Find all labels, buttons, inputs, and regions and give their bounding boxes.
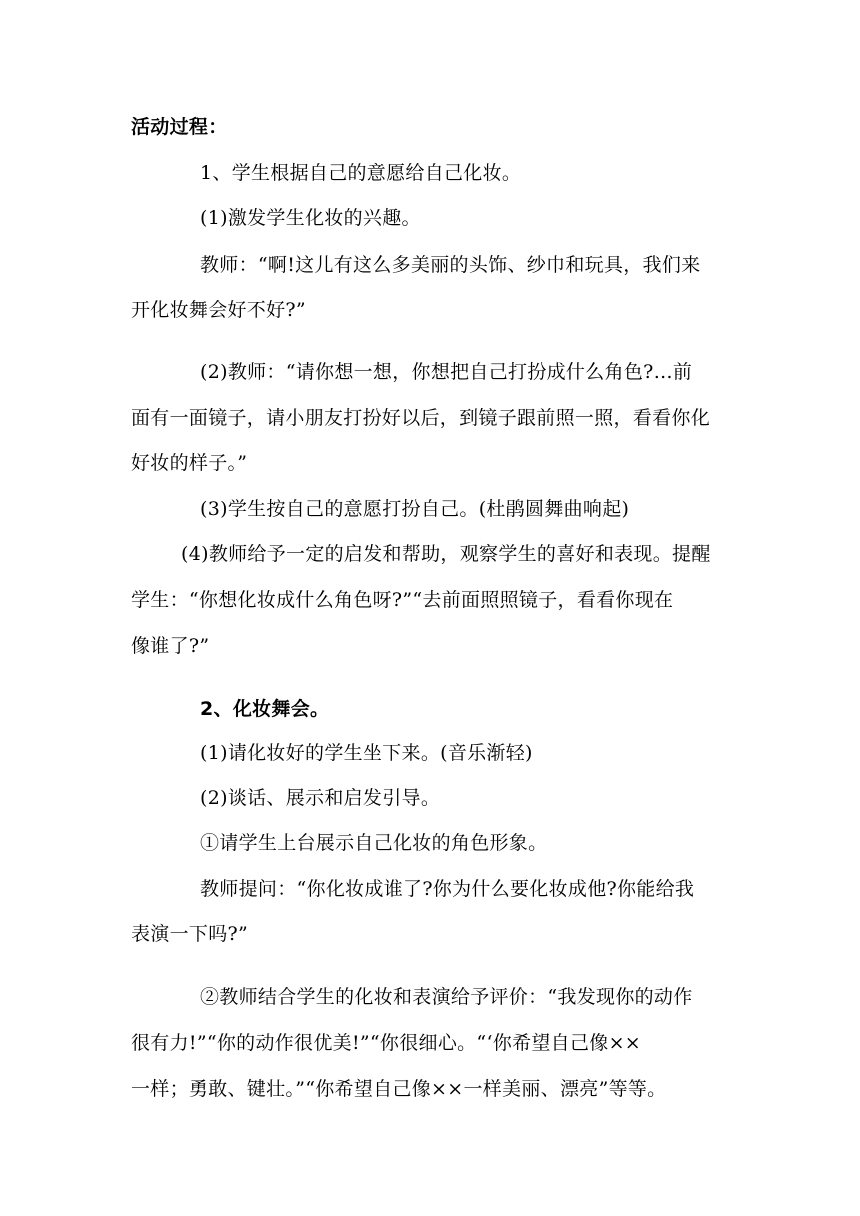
s2-sub2-line3: 一样；勇敢、键壮。”“你希望自己像××一样美丽、漂亮”等等。 [131, 1078, 667, 1100]
s2-question-line2: 表演一下吗?” [131, 923, 249, 945]
s1-item4-line1: (4)教师给予一定的启发和帮助，观察学生的喜好和表现。提醒 [181, 543, 711, 565]
s1-item2-line2: 面有一面镜子，请小朋友打扮好以后，到镜子跟前照一照，看看你化 [131, 407, 711, 429]
s2-sub2-line2: 很有力!”“你的动作很优美!”“你很细心。“‘你希望自己像×× [131, 1032, 642, 1054]
s1-item2-line1: (2)教师：“请你想一想，你想把自己打扮成什么角色?…前 [200, 361, 693, 383]
s1-item4-line3: 像谁了?” [131, 635, 210, 657]
activity-heading: 活动过程： [131, 116, 228, 138]
s1-item2-line3: 好妆的样子。” [131, 452, 248, 474]
s2-sub2-line1: ②教师结合学生的化妆和表演给予评价：“我发现你的动作 [200, 986, 693, 1008]
s2-item2: (2)谈话、展示和启发引导。 [200, 787, 441, 809]
section1-title: 1、学生根据自己的意愿给自己化妆。 [200, 162, 522, 184]
section2-title: 2、化妆舞会。 [200, 698, 330, 720]
s2-item1: (1)请化妆好的学生坐下来。(音乐渐轻) [200, 742, 533, 764]
s1-teacher-line1: 教师：“啊!这儿有这么多美丽的头饰、纱巾和玩具，我们来 [200, 254, 701, 276]
s1-teacher-line2: 开化妆舞会好不好?” [131, 299, 306, 321]
s1-item1: (1)激发学生化妆的兴趣。 [200, 207, 421, 229]
s1-item4-line2: 学生：“你想化妆成什么角色呀?”“去前面照照镜子，看看你现在 [131, 589, 674, 611]
s1-item3: (3)学生按自己的意愿打扮自己。(杜鹃圆舞曲响起) [200, 498, 630, 520]
s2-question-line1: 教师提问：“你化妆成谁了?你为什么要化妆成他?你能给我 [200, 878, 695, 900]
s2-sub1: ①请学生上台展示自己化妆的角色形象。 [200, 832, 548, 854]
